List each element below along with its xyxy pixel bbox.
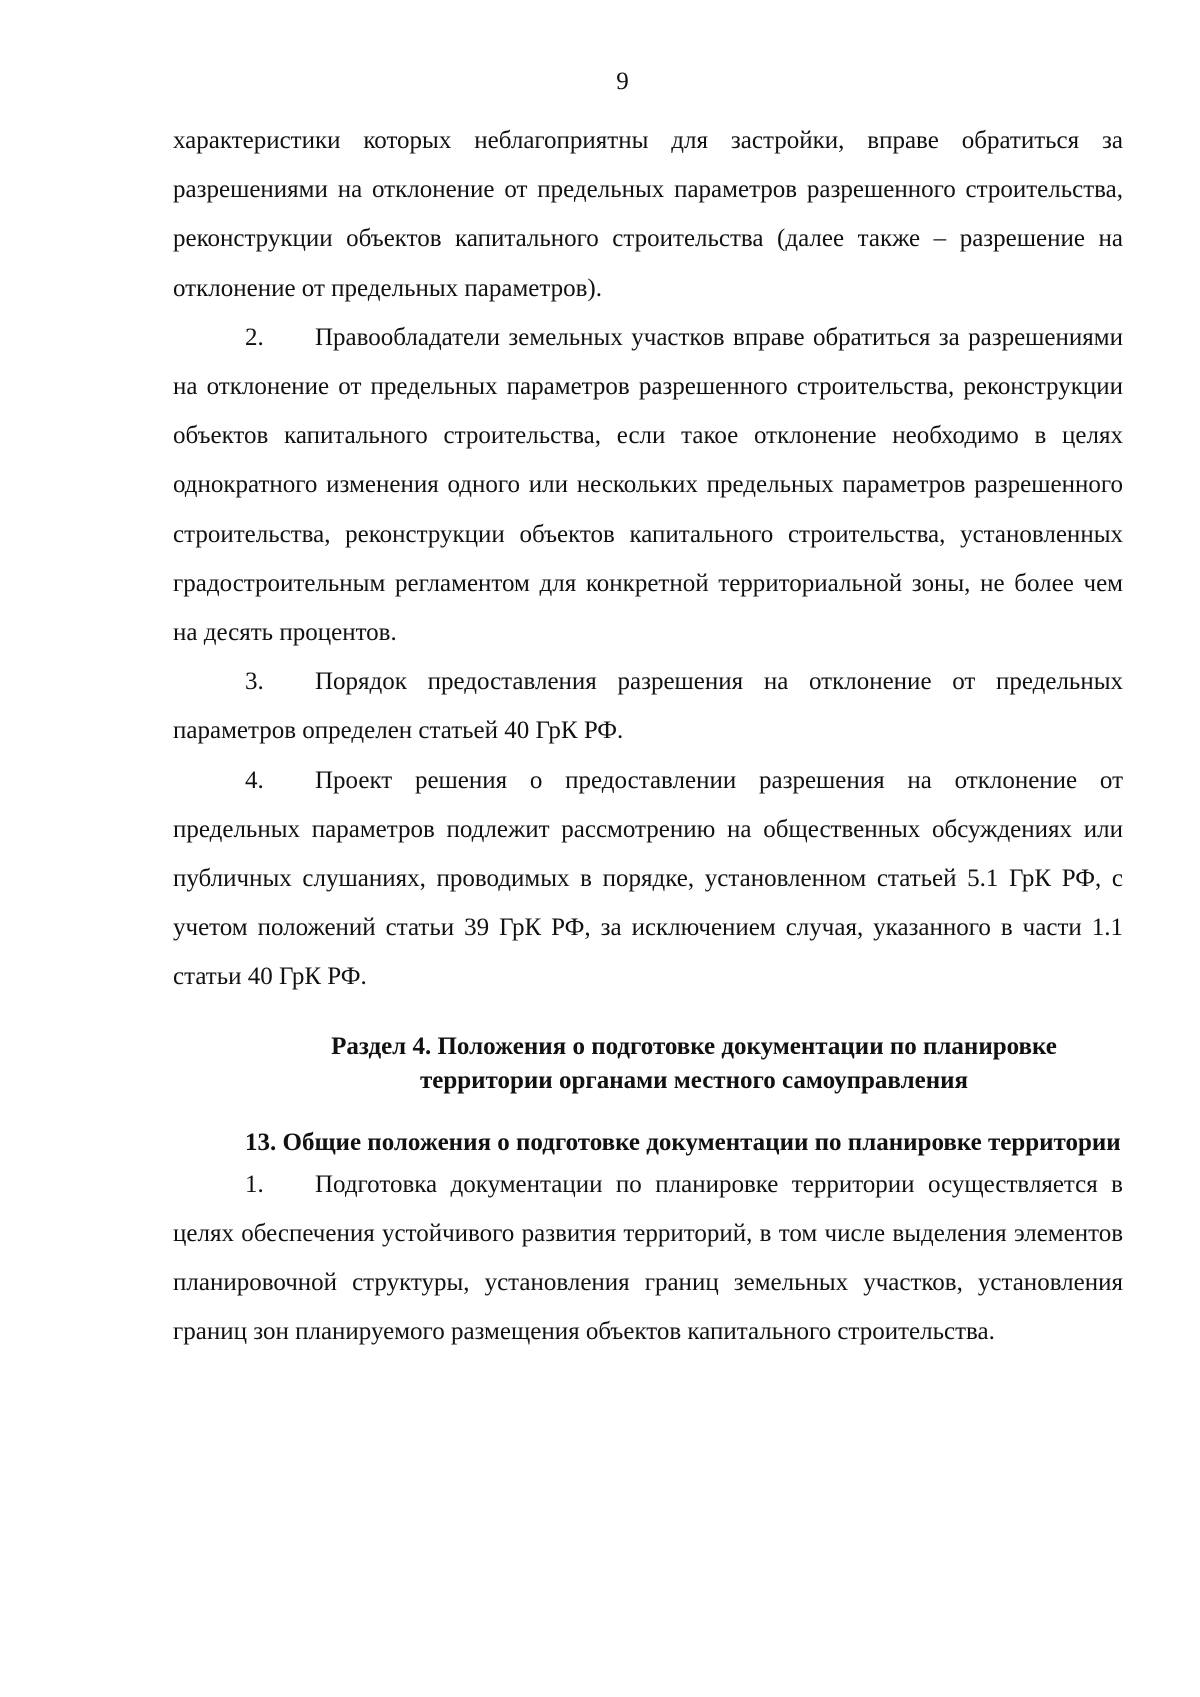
page-number: 9	[616, 68, 629, 95]
document-body	[173, 116, 1123, 1356]
section-heading-line-1: Раздел 4. Положения о подготовке документации по планировке	[331, 1032, 1057, 1060]
paragraph-3	[173, 657, 1123, 755]
paragraph-2	[173, 313, 1123, 657]
paragraph-text: Проект решения о предоставлении разрешения на отклонение от предельных параметров подлежит рассмотрению на общественных обсуждениях или публичных слушаниях, проводимых в порядке, установленном статьей 5.1 ГрК РФ, с учетом положений статьи 39 ГрК РФ, за исключением случая, указанного в части 1.1 статьи 40 ГрК РФ.	[173, 766, 1123, 991]
paragraph-text: Подготовка документации по планировке территории осуществляется в целях обеспечения устойчивого развития территорий, в том числе выделения элементов планировочной структуры, установления границ земельных участков, установления границ зон планируемого размещения объектов капитального строительства.	[173, 1170, 1123, 1346]
paragraph-number: 4.	[245, 766, 264, 794]
article-heading: 13. Общие положения о подготовке документации по планировке территории	[245, 1128, 1121, 1156]
section-heading	[173, 1030, 1123, 1098]
paragraph-number: 1.	[245, 1170, 264, 1198]
paragraph-article-1	[173, 1160, 1123, 1357]
paragraph-number: 2.	[245, 323, 264, 351]
paragraph-text: характеристики которых неблагоприятны для застройки, вправе обратиться за разрешениями на отклонение от предельных параметров разрешенного строительства, реконструкции объектов капитального строительства (далее также – разрешение на отклонение от предельных параметров).	[173, 127, 1123, 302]
paragraph-4	[173, 756, 1123, 1002]
paragraph-number: 3.	[245, 668, 264, 696]
section-heading-line-2: территории органами местного самоуправления	[419, 1066, 969, 1094]
paragraph-continuation	[173, 116, 1123, 313]
paragraph-text: Правообладатели земельных участков вправе обратиться за разрешениями на отклонение от предельных параметров разрешенного строительства, реконструкции объектов капитального строительства, если такое отклонение необходимо в целях однократного изменения одного или нескольких предельных параметров разрешенного строительства, реконструкции объектов капитального строительства, установленных градостроительным регламентом для конкретной территориальной зоны, не более чем на десять процентов.	[173, 323, 1123, 647]
paragraph-text: Порядок предоставления разрешения на отклонение от предельных параметров определен статьей 40 ГрК РФ.	[173, 668, 1123, 745]
